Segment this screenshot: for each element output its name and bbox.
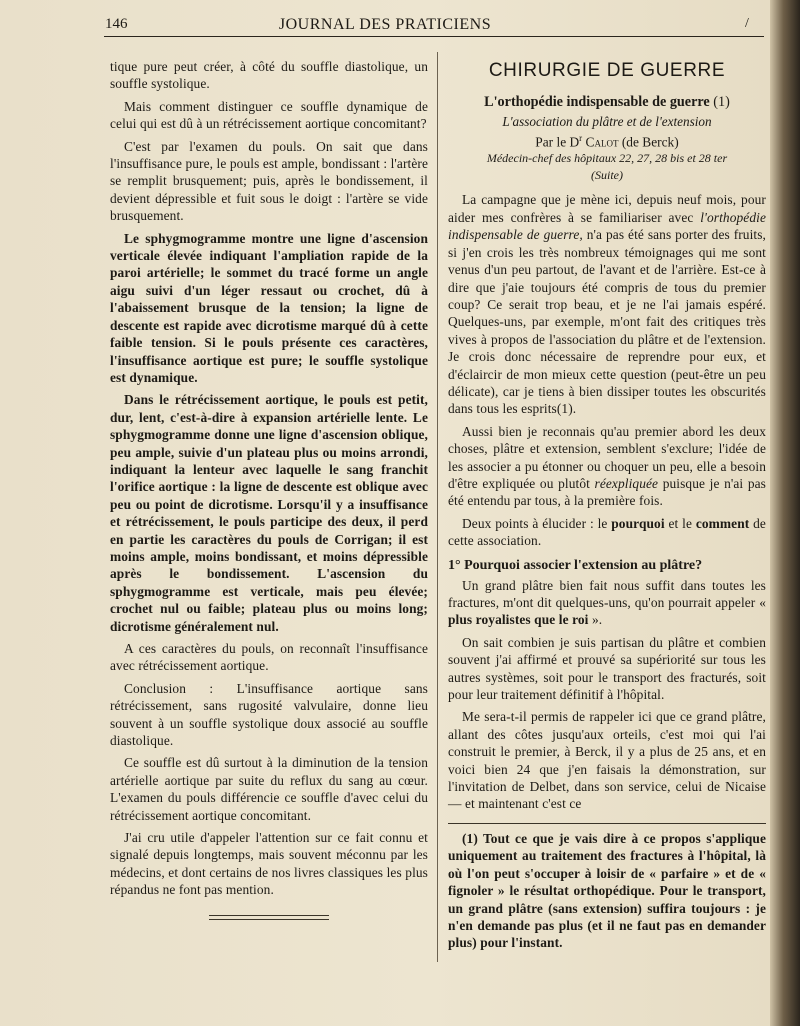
running-header [0, 14, 770, 38]
paragraph: Le sphygmogramme montre une ligne d'ascension verticale élevée indiquant l'ampliation rapide de la paroi artérielle; le sommet du tracé forme un angle aigu suivi d'un léger ressaut ou crochet, dû à l'abaissement brusque de la tension; la ligne de descente est rapide avec dicrotisme marqué dû à cette faible tension. Si le pouls présente ces caractères, l'insuffisance aortique est pure; le souffle systolique est dynamique. [110, 230, 428, 385]
paragraph: On sait combien je suis partisan du plâtre et combien souvent j'ai affirmé et prouvé sa supériorité sur tous les autres systèmes, soit pour le transport des fracturés, soit pour leur traitement définitif à l'hôpital. [448, 634, 766, 703]
page-number: 146 [105, 16, 128, 32]
footnote: (1) Tout ce que je vais dire à ce propos s'applique uniquement au traitement des fractures à l'hôpital, là où l'on peut s'occuper à loisir de « parfaire » et de « fignoler » le résultat orthopédique. Pour le transport, un grand plâtre (sans extension) suffira toujours : je n'en demande pas plus (et il ne faut pas en demander plus) pour l'instant. [448, 830, 766, 951]
italic-run: l'orthopédie indispensable de guerre, [448, 209, 766, 243]
author-name: Calot [585, 134, 619, 150]
column-divider [437, 52, 438, 962]
journal-title: JOURNAL DES PRATICIENS [278, 16, 492, 33]
article-title [448, 94, 766, 111]
header-rule [104, 36, 764, 37]
paragraph [448, 515, 766, 550]
book-gutter-edge [770, 0, 800, 1026]
text-run: et le [668, 515, 693, 531]
paragraph: Conclusion : L'insuffisance aortique sans rétrécissement, sans rugosité valvulaire, donne lieu souvent à un souffle systolique doux associé au souffle diastolique. [110, 680, 428, 749]
author-affiliation: Médecin-chef des hôpitaux 22, 27, 28 bis et 28 ter [486, 151, 728, 166]
bold-run: comment [695, 515, 750, 531]
author-place: (de Berck) [621, 134, 679, 150]
text-run: ». [591, 612, 603, 628]
footnote-rule [448, 823, 766, 824]
article-title-note: (1) [713, 94, 730, 110]
paragraph [448, 423, 766, 510]
section-title: CHIRURGIE DE GUERRE [488, 60, 726, 81]
paragraph: J'ai cru utile d'appeler l'attention sur ce fait connu et signalé depuis longtemps, mais souvent méconnu par les médecins, et dont certains de nos livres classiques les plus répandus ne font pas mention. [110, 830, 428, 898]
end-rule [209, 915, 329, 920]
paragraph: tique pure peut créer, à côté du souffle diastolique, un souffle systolique. [110, 59, 428, 92]
paragraph: Dans le rétrécissement aortique, le pouls est petit, dur, lent, c'est-à-dire à expansion artérielle lente. Le sphygmogramme donne une ligne d'ascension oblique, peu ample, suivie d'un plateau plus ou moins arrondi, indiquant la lenteur avec laquelle le sang franchit l'orifice aortique : la ligne de descente est oblique avec peu ou point de dicrotisme. Lorsqu'il y a insuffisance et rétrécissement, le pouls participe des deux, il perd en partie les caractères du pouls de Corrigan; il est moins ample, moins bondissant, et moins dépressible après le bondissement. L'ascension du sphygmogramme est verticale, mais peu élevée; crochet nul ou faible; plateau plus ou moins long; dicrotisme généralement nul. [110, 392, 428, 634]
bold-run: plus royalistes que le roi [448, 612, 589, 628]
text-run: puisque je n'ai pas été entendu par tous, à la première fois. [448, 475, 766, 509]
right-column [448, 58, 766, 957]
paragraph [448, 577, 766, 629]
paragraph: Ce souffle est dû surtout à la diminution de la tension artérielle aortique par suite du reflux du sang au cœur. L'examen du pouls différencie ce souffle d'avec celui du rétrécissement aortique concomitant. [110, 755, 428, 823]
paragraph: C'est par l'examen du pouls. On sait que dans l'insuffisance pure, le pouls est ample, bondissant : l'artère se remplit brusquement; puis, après le bondissement, il devient dépressible et fuit sous le doigt : l'artère se vide brusquement. [110, 138, 428, 224]
italic-run: réexpliquée [594, 475, 659, 491]
subheading: 1° Pourquoi associer l'extension au plâtre? [448, 557, 703, 573]
article-subtitle: L'association du plâtre et de l'extension [502, 114, 712, 129]
bold-run: pourquoi [611, 515, 665, 531]
paragraph [448, 191, 766, 417]
text-run: Un grand plâtre bien fait nous suffit dans toutes les fractures, m'ont dit quelques-uns, qu'on pourrait appeler « [448, 577, 766, 610]
paragraph: A ces caractères du pouls, on reconnaît l'insuffisance avec rétrécissement aortique. [110, 641, 428, 674]
continued-label: (Suite) [591, 168, 623, 183]
byline [448, 133, 766, 150]
text-run: La campagne que je mène ici, depuis neuf mois, pour aider mes confrères à se familiariser avec [448, 192, 766, 225]
byline-prefix: Par le D [535, 134, 580, 150]
text-run: Aussi bien je reconnais qu'au premier abord les deux choses, plâtre et extension, semblent s'exclure; l'idée de les associer a pu étonner ou choquer un peu, elle a besoin d'être expliquée ou plutôt [448, 423, 766, 491]
article-title-text: L'orthopédie indispensable de guerre [484, 94, 710, 110]
paragraph: Mais comment distinguer ce souffle dynamique de celui qui est dû à un rétrécissement aortique concomitant? [110, 98, 428, 132]
text-run: de cette association. [448, 515, 766, 549]
text-run: n'a pas été sans porter des fruits, si j'en crois les très nombreux témoignages qui me sont venus d'un peu partout, de l'avant et de l'arrière. Est-ce à dire que j'aie toujours été compris de tous du premier coup? Ce serait trop beau, et je ne l'ai jamais espéré. Quelques-uns, par exemple, m'ont fait des critiques très vives à propos de l'association du plâtre et de l'extension. Je crois donc nécessaire de reprendre pour eux, et d'éclaircir de mon mieux cette question (peut-être un peu délicate), car je tiens à bien dissiper toutes les obscurités dans tous les esprits(1). [448, 227, 767, 417]
header-mark: / [745, 16, 749, 31]
text-run: Deux points à élucider : le [462, 515, 608, 531]
paragraph: Me sera-t-il permis de rappeler ici que ce grand plâtre, allant des côtes jusqu'aux orteils, c'est moi qui l'ai construit le premier, à Berck, il y a plus de 25 ans, et en voici bien 24 que j'en faisais la démonstration, sur l'invitation de Delbet, dans son service, celui de Nicaise — et maintenant c'est ce [448, 709, 766, 812]
left-column [110, 58, 428, 920]
byline-sup: r [579, 133, 583, 143]
